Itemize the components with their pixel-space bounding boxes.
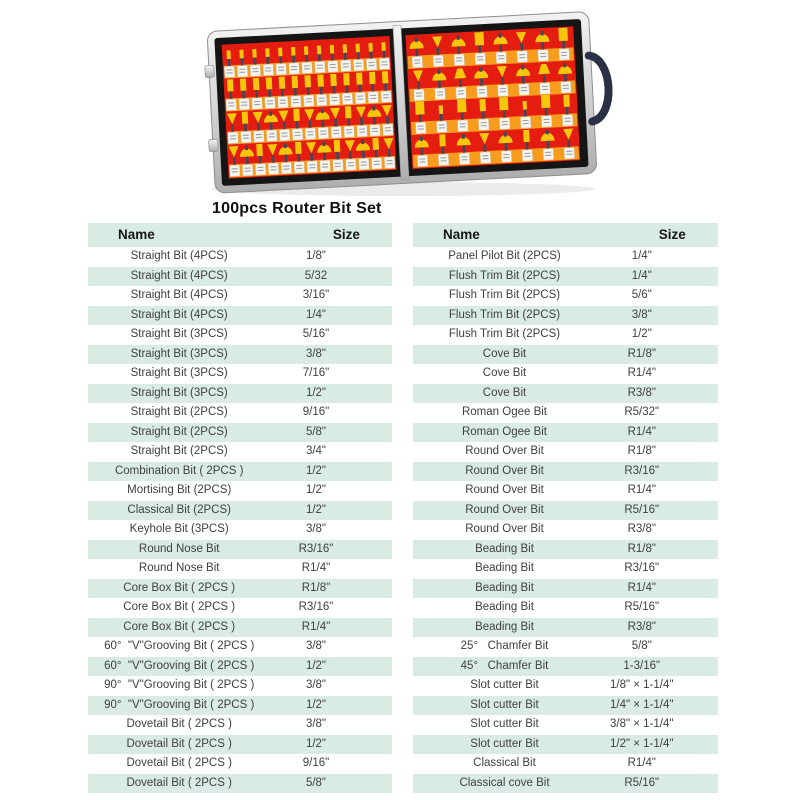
spec-row: [413, 345, 718, 365]
spec-name-cell: Straight Bit (3PCS): [130, 367, 228, 379]
spec-name-cell: Slot cutter Bit: [470, 718, 539, 730]
spec-size-cell: 1/2": [631, 328, 652, 340]
spec-row: [88, 618, 392, 638]
spec-size-cell: R1/4": [627, 425, 656, 438]
spec-table-right: [413, 223, 718, 793]
spec-size-cell: 3/8": [305, 679, 327, 691]
spec-size-cell: 3/8": [305, 640, 327, 652]
table-body: [413, 247, 718, 793]
spec-name-cell: Straight Bit (3PCS): [130, 328, 228, 340]
spec-name-cell: Straight Bit (2PCS): [130, 406, 228, 418]
spec-row: [88, 286, 392, 306]
spec-size-cell: R3/8": [627, 523, 656, 535]
spec-row: [88, 579, 392, 599]
spec-row: [88, 364, 392, 384]
spec-name-cell: Classical Bit: [473, 757, 536, 769]
spec-name-cell: Mortising Bit (2PCS): [127, 484, 232, 496]
spec-row: [413, 462, 718, 482]
spec-name-cell: Straight Bit (3PCS): [130, 347, 228, 360]
spec-size-cell: 7/16": [302, 367, 330, 379]
spec-size-cell: 3/8" × 1-1/4": [610, 718, 674, 730]
spec-name-cell: Slot cutter Bit: [470, 679, 539, 691]
spec-row: [413, 403, 718, 423]
spec-size-cell: R1/4": [627, 367, 656, 379]
spec-size-cell: 1/4": [631, 250, 652, 262]
spec-size-cell: 5/8": [305, 425, 327, 438]
spec-row: [413, 637, 718, 657]
spec-name-cell: Combination Bit ( 2PCS ): [114, 464, 244, 477]
spec-row: [88, 247, 392, 267]
spec-name-cell: Panel Pilot Bit (2PCS): [448, 250, 561, 262]
spec-name-cell: Slot cutter Bit: [470, 737, 539, 750]
spec-size-cell: R1/4": [301, 620, 331, 633]
spec-size-cell: 1/4": [631, 269, 652, 282]
spec-size-cell: R3/16": [624, 562, 660, 574]
spec-name-cell: Round Over Bit: [465, 523, 544, 535]
spec-size-cell: 5/6": [631, 289, 652, 301]
spec-name-cell: Straight Bit (4PCS): [130, 269, 228, 282]
spec-size-cell: 3/8": [305, 347, 327, 360]
spec-row: [413, 696, 718, 716]
spec-row: [88, 481, 392, 501]
spec-name-cell: Dovetail Bit ( 2PCS ): [126, 757, 232, 769]
spec-size-cell: 1/2": [305, 484, 327, 496]
spec-size-cell: R1/4": [627, 581, 656, 594]
spec-name-cell: Dovetail Bit ( 2PCS ): [126, 776, 232, 789]
spec-name-cell: Round Nose Bit: [138, 562, 220, 574]
spec-size-cell: 1/4": [305, 308, 327, 321]
spec-row: [413, 520, 718, 540]
spec-row: [88, 696, 392, 716]
spec-row: [88, 325, 392, 345]
spec-size-cell: 1/2": [305, 698, 327, 711]
spec-size-cell: R5/16": [624, 776, 660, 789]
spec-name-cell: Flush Trim Bit (2PCS): [448, 328, 561, 340]
spec-name-cell: Straight Bit (2PCS): [130, 445, 228, 457]
spec-size-cell: R1/4": [627, 757, 656, 769]
spec-name-cell: Straight Bit (4PCS): [130, 250, 228, 262]
spec-name-cell: 45° Chamfer Bit: [460, 659, 549, 672]
spec-size-cell: R3/16": [298, 542, 334, 555]
spec-name-cell: Cove Bit: [482, 347, 527, 360]
spec-name-cell: Cove Bit: [482, 386, 527, 399]
column-header-size: Size: [332, 227, 360, 242]
spec-row: [88, 423, 392, 443]
spec-row: [413, 442, 718, 462]
spec-name-cell: Core Box Bit ( 2PCS ): [123, 581, 236, 594]
spec-row: [413, 423, 718, 443]
spec-name-cell: Flush Trim Bit (2PCS): [448, 289, 561, 301]
spec-row: [413, 247, 718, 267]
spec-row: [88, 735, 392, 755]
spec-size-cell: R3/8": [627, 620, 656, 633]
spec-row: [413, 286, 718, 306]
spec-row: [413, 384, 718, 404]
spec-name-cell: Roman Ogee Bit: [461, 406, 547, 418]
spec-size-cell: R1/8": [627, 445, 656, 457]
spec-name-cell: Keyhole Bit (3PCS): [129, 523, 229, 535]
spec-name-cell: Classical cove Bit: [459, 776, 550, 789]
spec-row: [88, 403, 392, 423]
spec-name-cell: Dovetail Bit ( 2PCS ): [126, 718, 232, 730]
spec-row: [413, 267, 718, 287]
spec-size-cell: 3/8": [631, 308, 652, 321]
spec-name-cell: Straight Bit (4PCS): [130, 289, 228, 301]
spec-name-cell: Beading Bit: [475, 542, 534, 555]
spec-size-cell: 5/32: [304, 269, 328, 282]
column-header-size: Size: [658, 227, 686, 242]
spec-name-cell: Straight Bit (2PCS): [130, 425, 228, 438]
spec-size-cell: 1/2": [305, 386, 327, 399]
case-latch-bottom: [209, 139, 219, 151]
table-body: [88, 247, 392, 793]
spec-name-cell: 60° "V"Grooving Bit ( 2PCS ): [104, 659, 255, 672]
spec-row: [88, 267, 392, 287]
spec-size-cell: 5/16": [302, 328, 330, 340]
spec-row: [88, 462, 392, 482]
spec-name-cell: Roman Ogee Bit: [461, 425, 547, 438]
spec-row: [413, 676, 718, 696]
spec-size-cell: R1/8": [301, 581, 331, 594]
spec-name-cell: Round Over Bit: [465, 503, 544, 516]
spec-size-cell: 1/8" × 1-1/4": [610, 679, 674, 691]
spec-size-cell: R1/8": [627, 542, 656, 555]
spec-size-cell: R3/8": [627, 386, 656, 399]
case-latch-top: [205, 65, 215, 77]
spec-row: [413, 715, 718, 735]
spec-size-cell: R1/4": [301, 562, 331, 574]
spec-size-cell: 5/8": [305, 776, 327, 789]
spec-size-cell: 1-3/16": [623, 659, 661, 672]
spec-row: [413, 774, 718, 794]
spec-row: [88, 637, 392, 657]
spec-row: [413, 364, 718, 384]
spec-size-cell: 1/2" × 1-1/4": [610, 737, 674, 750]
spec-row: [413, 501, 718, 521]
table-header: [88, 223, 392, 247]
spec-name-cell: 90° "V"Grooving Bit ( 2PCS ): [104, 679, 255, 691]
spec-size-cell: 3/8": [305, 718, 327, 730]
spec-size-cell: 1/2": [305, 503, 327, 516]
spec-name-cell: Round Over Bit: [465, 484, 544, 496]
spec-name-cell: 60° "V"Grooving Bit ( 2PCS ): [104, 640, 255, 652]
spec-row: [413, 598, 718, 618]
spec-name-cell: Beading Bit: [475, 601, 534, 613]
spec-name-cell: Flush Trim Bit (2PCS): [448, 269, 561, 282]
spec-size-cell: R3/16": [624, 464, 660, 477]
product-photo: [203, 3, 618, 203]
spec-row: [413, 540, 718, 560]
spec-row: [413, 481, 718, 501]
spec-size-cell: 3/4": [305, 445, 327, 457]
spec-name-cell: 25° Chamfer Bit: [460, 640, 549, 652]
column-header-name: Name: [443, 227, 480, 242]
spec-name-cell: Beading Bit: [475, 581, 534, 594]
spec-row: [413, 579, 718, 599]
spec-name-cell: Core Box Bit ( 2PCS ): [123, 620, 236, 633]
spec-row: [88, 774, 392, 794]
spec-row: [88, 754, 392, 774]
spec-size-cell: 5/8": [631, 640, 652, 652]
router-bit-case: [203, 11, 613, 194]
spec-name-cell: Classical Bit (2PCS): [127, 503, 231, 516]
spec-name-cell: Beading Bit: [475, 620, 534, 633]
spec-size-cell: 1/2": [305, 659, 327, 672]
spec-row: [413, 325, 718, 345]
spec-size-cell: R1/8": [627, 347, 656, 360]
spec-row: [88, 540, 392, 560]
spec-row: [413, 754, 718, 774]
spec-row: [88, 442, 392, 462]
spec-name-cell: Straight Bit (3PCS): [130, 386, 228, 399]
spec-size-cell: R5/16": [624, 601, 660, 613]
spec-size-cell: R5/32": [624, 406, 660, 418]
spec-name-cell: Dovetail Bit ( 2PCS ): [126, 737, 232, 750]
spec-name-cell: 90° "V"Grooving Bit ( 2PCS ): [104, 698, 255, 711]
spec-size-cell: 9/16": [302, 406, 330, 418]
spec-name-cell: Cove Bit: [482, 367, 527, 379]
spec-row: [88, 345, 392, 365]
spec-row: [413, 618, 718, 638]
spec-row: [88, 715, 392, 735]
table-header: [413, 223, 718, 247]
spec-name-cell: Core Box Bit ( 2PCS ): [123, 601, 236, 613]
column-header-name: Name: [118, 227, 155, 242]
spec-size-cell: R1/4": [627, 484, 656, 496]
spec-row: [413, 657, 718, 677]
spec-row: [413, 559, 718, 579]
page-title: 100pcs Router Bit Set: [212, 200, 382, 217]
spec-row: [88, 520, 392, 540]
spec-row: [88, 384, 392, 404]
spec-row: [88, 501, 392, 521]
spec-table-left: [88, 223, 392, 793]
spec-name-cell: Round Over Bit: [465, 445, 544, 457]
spec-size-cell: 9/16": [302, 757, 330, 769]
spec-size-cell: 1/4" × 1-1/4": [610, 698, 674, 711]
spec-name-cell: Round Nose Bit: [138, 542, 220, 555]
spec-size-cell: 3/8": [305, 523, 327, 535]
spec-row: [413, 735, 718, 755]
spec-size-cell: 3/16": [302, 289, 330, 301]
spec-size-cell: R3/16": [298, 601, 334, 613]
spec-row: [88, 559, 392, 579]
spec-name-cell: Flush Trim Bit (2PCS): [448, 308, 561, 321]
spec-name-cell: Straight Bit (4PCS): [130, 308, 228, 321]
spec-row: [413, 306, 718, 326]
spec-size-cell: R5/16": [624, 503, 660, 516]
spec-row: [88, 657, 392, 677]
spec-size-cell: 1/2": [305, 464, 327, 477]
spec-row: [88, 676, 392, 696]
spec-size-cell: 1/2": [305, 737, 327, 750]
spec-size-cell: 1/8": [305, 250, 327, 262]
spec-name-cell: Round Over Bit: [465, 464, 544, 477]
spec-name-cell: Slot cutter Bit: [470, 698, 539, 711]
spec-row: [88, 598, 392, 618]
spec-name-cell: Beading Bit: [475, 562, 534, 574]
spec-row: [88, 306, 392, 326]
